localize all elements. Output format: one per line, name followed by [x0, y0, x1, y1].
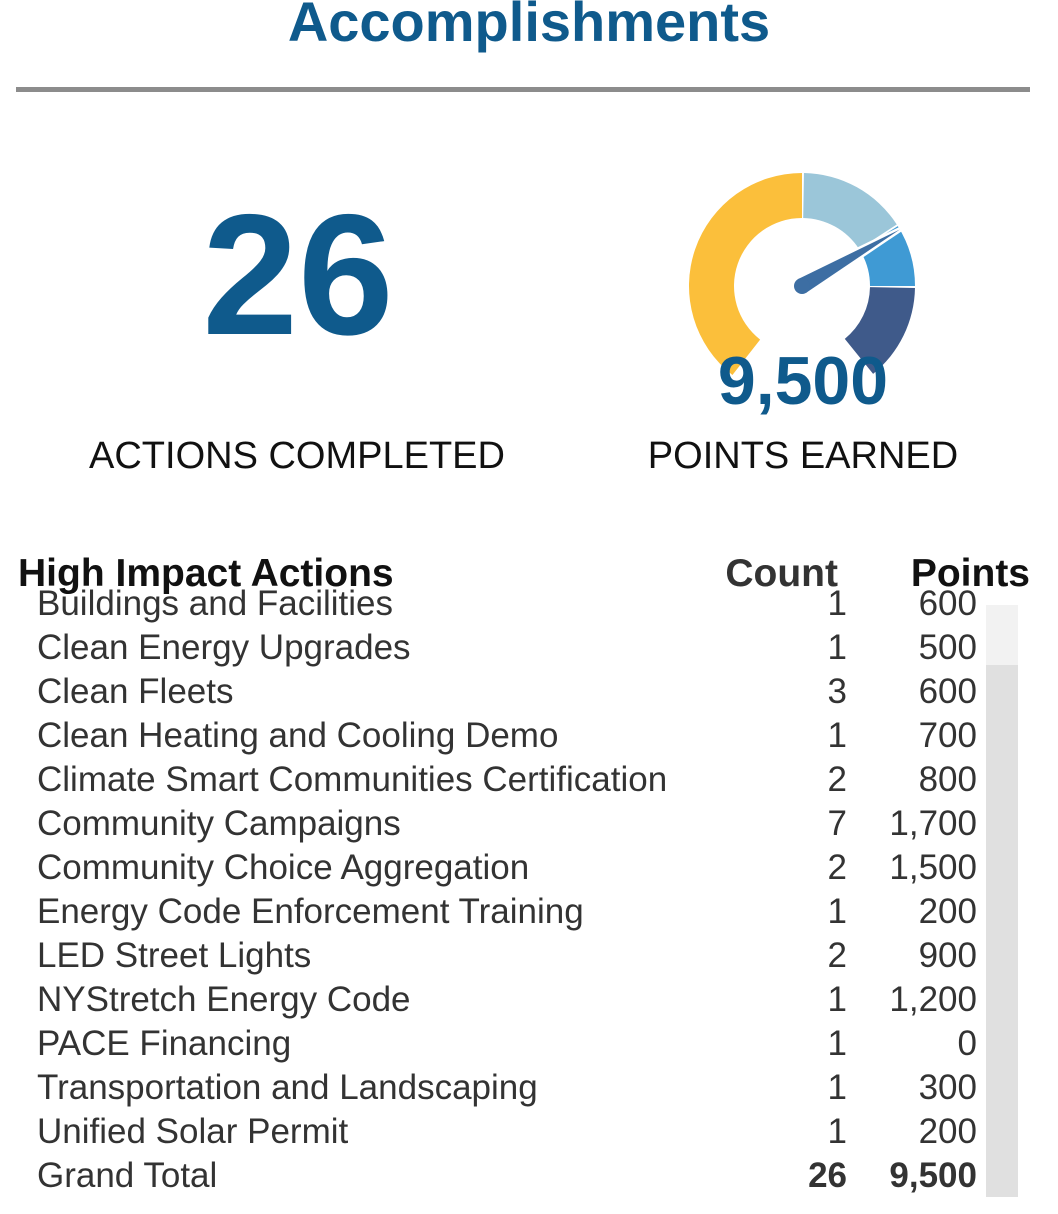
action-name-cell: Community Campaigns: [37, 804, 401, 843]
table-row: [0, 582, 990, 626]
action-name-cell: Community Choice Aggregation: [37, 848, 530, 887]
action-name-cell: Unified Solar Permit: [37, 1112, 349, 1151]
points-cell: 1,700: [889, 804, 977, 843]
table-row: [0, 802, 990, 846]
action-name-cell: LED Street Lights: [37, 936, 312, 975]
points-cell: 800: [918, 760, 977, 799]
points-cell: 200: [918, 892, 977, 931]
table-row: [0, 670, 990, 714]
points-cell: 1,200: [889, 980, 977, 1019]
table-row: [0, 934, 990, 978]
points-gauge: [680, 124, 930, 344]
actions-count: 26: [202, 179, 394, 371]
points-cell: 1,500: [889, 848, 977, 887]
table-viewport: [0, 584, 990, 1198]
column-header-actions[interactable]: High Impact Actions: [18, 552, 394, 595]
count-cell: 1: [827, 980, 847, 1019]
count-cell: 1: [827, 716, 847, 755]
points-cell: 9,500: [889, 1156, 977, 1195]
count-cell: 2: [827, 936, 847, 975]
count-cell: 1: [827, 1068, 847, 1107]
table-row: [0, 1066, 990, 1110]
grand-total-row: [0, 1154, 990, 1198]
action-name-cell: Clean Heating and Cooling Demo: [37, 716, 559, 755]
count-cell: 1: [827, 584, 847, 623]
count-cell: 1: [827, 1024, 847, 1063]
table-body: [0, 582, 990, 1198]
points-cell: 500: [918, 628, 977, 667]
count-cell: 1: [827, 1112, 847, 1151]
action-name-cell: Grand Total: [37, 1156, 218, 1195]
column-header-points[interactable]: Points: [910, 552, 1030, 595]
table-row: [0, 1110, 990, 1154]
scrollbar-thumb[interactable]: [986, 605, 1018, 665]
points-cell: 300: [918, 1068, 977, 1107]
table-row: [0, 890, 990, 934]
count-cell: 1: [827, 892, 847, 931]
column-header-count[interactable]: Count: [725, 552, 838, 595]
points-cell: 200: [918, 1112, 977, 1151]
table-row: [0, 1022, 990, 1066]
points-cell: 0: [957, 1024, 977, 1063]
points-cell: 600: [918, 672, 977, 711]
table-row: [0, 758, 990, 802]
action-name-cell: Climate Smart Communities Certification: [37, 760, 668, 799]
count-cell: 1: [827, 628, 847, 667]
table-row: [0, 626, 990, 670]
action-name-cell: Clean Energy Upgrades: [37, 628, 411, 667]
action-name-cell: NYStretch Energy Code: [37, 980, 411, 1019]
count-cell: 7: [827, 804, 847, 843]
title-divider: [16, 87, 1030, 92]
count-cell: 3: [827, 672, 847, 711]
points-cell: 600: [918, 584, 977, 623]
points-cell: 700: [918, 716, 977, 755]
gauge-needle-hub: [794, 278, 810, 294]
points-cell: 900: [918, 936, 977, 975]
scrollbar[interactable]: [986, 605, 1018, 1197]
count-cell: 2: [827, 760, 847, 799]
count-cell: 26: [808, 1156, 847, 1195]
action-name-cell: Transportation and Landscaping: [37, 1068, 538, 1107]
table-row: [0, 714, 990, 758]
action-name-cell: Clean Fleets: [37, 672, 234, 711]
points-caption: POINTS EARNED: [647, 435, 959, 477]
actions-caption: ACTIONS COMPLETED: [89, 435, 505, 477]
count-cell: 2: [827, 848, 847, 887]
table-row: [0, 978, 990, 1022]
action-name-cell: Buildings and Facilities: [37, 584, 394, 623]
action-name-cell: Energy Code Enforcement Training: [37, 892, 584, 931]
page-title: Accomplishments: [287, 0, 771, 53]
table-row: [0, 846, 990, 890]
action-name-cell: PACE Financing: [37, 1024, 292, 1063]
points-value: 9,500: [717, 343, 889, 419]
